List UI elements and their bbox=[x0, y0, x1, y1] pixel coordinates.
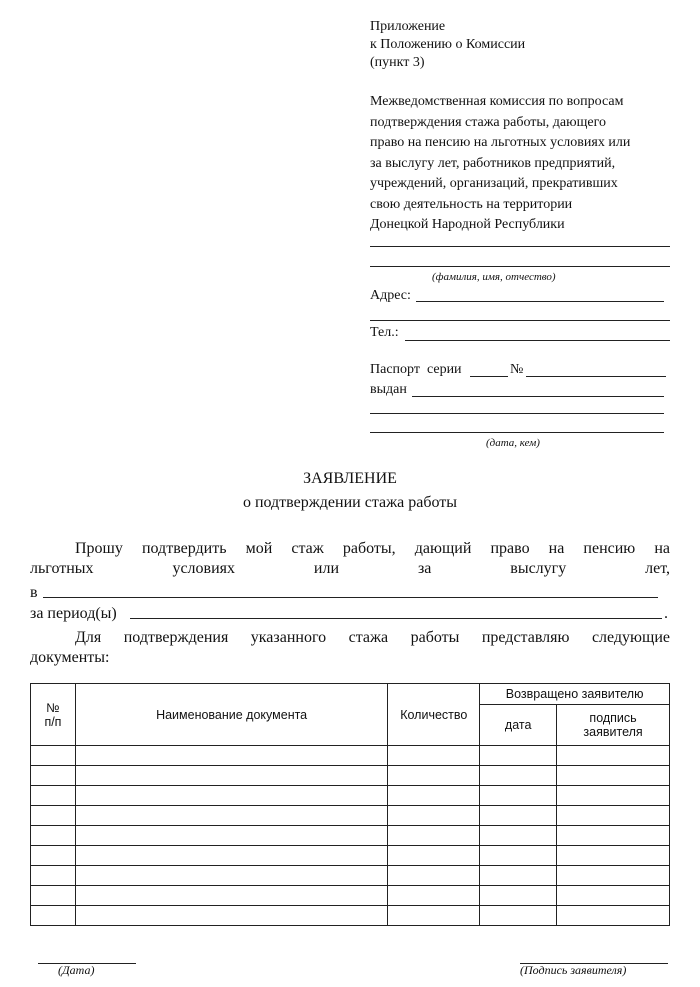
table-cell[interactable] bbox=[388, 846, 480, 866]
addressee-line: свою деятельность на территории bbox=[370, 196, 573, 212]
signature-caption: (Подпись заявителя) bbox=[520, 963, 627, 977]
table-cell[interactable] bbox=[388, 806, 480, 826]
appendix-clause: (пункт 3) bbox=[370, 55, 425, 70]
passport-number-label: № bbox=[510, 362, 524, 377]
table-cell[interactable] bbox=[75, 846, 387, 866]
period-field-line[interactable] bbox=[130, 618, 662, 619]
table-cell[interactable] bbox=[557, 806, 670, 826]
address-field-line[interactable] bbox=[416, 301, 664, 302]
table-cell[interactable] bbox=[75, 906, 387, 926]
table-cell[interactable] bbox=[480, 866, 557, 886]
address-label: Адрес: bbox=[370, 288, 411, 303]
table-cell[interactable] bbox=[75, 766, 387, 786]
table-cell[interactable] bbox=[388, 746, 480, 766]
period-end: . bbox=[664, 605, 668, 622]
header-num-symbol: № bbox=[46, 700, 60, 715]
addressee-line: учреждений, организаций, прекративших bbox=[370, 176, 618, 191]
passport-number-field[interactable] bbox=[526, 376, 666, 377]
header-date: дата bbox=[480, 705, 557, 746]
table-row bbox=[31, 806, 670, 826]
table-cell[interactable] bbox=[557, 866, 670, 886]
request-text-line-2 bbox=[30, 560, 670, 578]
table-cell[interactable] bbox=[31, 866, 76, 886]
table-cell[interactable] bbox=[480, 766, 557, 786]
table-cell[interactable] bbox=[480, 846, 557, 866]
table-cell[interactable] bbox=[388, 826, 480, 846]
table-cell[interactable] bbox=[75, 886, 387, 906]
addressee-line: подтверждения стажа работы, дающего bbox=[370, 114, 606, 130]
word: выслугу bbox=[510, 560, 567, 577]
appendix-label: Приложение bbox=[370, 19, 446, 34]
word: за bbox=[417, 560, 432, 577]
documents-text-line-2: документы: bbox=[30, 649, 110, 666]
word: условиях bbox=[172, 560, 236, 577]
passport-series-label: Паспорт серии bbox=[370, 362, 462, 377]
table-row bbox=[31, 826, 670, 846]
table-cell[interactable] bbox=[388, 766, 480, 786]
fio-field-line-2[interactable] bbox=[370, 266, 670, 267]
header-quantity: Количество bbox=[388, 684, 480, 746]
table-row bbox=[31, 746, 670, 766]
address-field-line-2[interactable] bbox=[370, 320, 670, 321]
addressee-line: Донецкой Народной Республики bbox=[370, 217, 565, 232]
appendix-regulation: к Положению о Комиссии bbox=[370, 37, 526, 52]
table-cell[interactable] bbox=[388, 866, 480, 886]
addressee-block bbox=[370, 92, 680, 236]
table-cell[interactable] bbox=[31, 746, 76, 766]
fio-caption: (фамилия, имя, отчество) bbox=[432, 271, 556, 283]
table-cell[interactable] bbox=[31, 806, 76, 826]
issued-field-line-3[interactable] bbox=[370, 432, 664, 433]
documents-table bbox=[30, 683, 670, 926]
table-cell[interactable] bbox=[557, 766, 670, 786]
table-cell[interactable] bbox=[388, 886, 480, 906]
header-num-abbr: п/п bbox=[44, 714, 62, 729]
issued-caption: (дата, кем) bbox=[486, 437, 540, 449]
addressee-line: Межведомственная комиссия по вопросам bbox=[370, 94, 624, 109]
header-returned: Возвращено заявителю bbox=[480, 684, 670, 705]
date-caption: (Дата) bbox=[58, 963, 95, 977]
table-cell[interactable] bbox=[557, 906, 670, 926]
table-cell[interactable] bbox=[31, 906, 76, 926]
header-num bbox=[31, 684, 76, 746]
table-cell[interactable] bbox=[480, 826, 557, 846]
phone-field-line[interactable] bbox=[405, 340, 670, 341]
fio-field-line-1[interactable] bbox=[370, 246, 670, 247]
table-cell[interactable] bbox=[480, 906, 557, 926]
phone-label: Тел.: bbox=[370, 325, 399, 340]
table-cell[interactable] bbox=[557, 846, 670, 866]
table-cell[interactable] bbox=[75, 866, 387, 886]
table-cell[interactable] bbox=[388, 906, 480, 926]
organization-field-line[interactable] bbox=[43, 597, 658, 598]
table-cell[interactable] bbox=[31, 886, 76, 906]
table-cell[interactable] bbox=[557, 826, 670, 846]
addressee-line: за выслугу лет, работников предприятий, bbox=[370, 155, 616, 171]
addressee-line: право на пенсию на льготных условиях или bbox=[370, 135, 631, 150]
table-cell[interactable] bbox=[388, 786, 480, 806]
table-cell[interactable] bbox=[557, 746, 670, 766]
table-row bbox=[31, 866, 670, 886]
document-subtitle: о подтверждении стажа работы bbox=[242, 494, 458, 511]
document-title: ЗАЯВЛЕНИЕ bbox=[303, 470, 397, 487]
table-row bbox=[31, 846, 670, 866]
table-cell[interactable] bbox=[75, 826, 387, 846]
table-cell[interactable] bbox=[480, 886, 557, 906]
header-document-name: Наименование документа bbox=[75, 684, 387, 746]
word: лет, bbox=[645, 560, 670, 577]
period-label: за период(ы) bbox=[30, 605, 117, 622]
table-row bbox=[31, 886, 670, 906]
documents-text-line-1: Для подтверждения указанного стажа работы представляю следующие bbox=[75, 629, 670, 646]
table-cell[interactable] bbox=[75, 806, 387, 826]
table-cell[interactable] bbox=[480, 786, 557, 806]
passport-series-field[interactable] bbox=[470, 376, 508, 377]
word: или bbox=[313, 560, 340, 577]
header-signature-line-2: заявителя bbox=[583, 725, 643, 739]
table-cell[interactable] bbox=[31, 786, 76, 806]
table-cell[interactable] bbox=[75, 746, 387, 766]
table-cell[interactable] bbox=[557, 886, 670, 906]
word: льготных bbox=[30, 560, 94, 577]
request-text-line-1: Прошу подтвердить мой стаж работы, дающий право на пенсию на bbox=[75, 540, 670, 557]
table-cell[interactable] bbox=[75, 786, 387, 806]
issued-field-line-1[interactable] bbox=[412, 396, 664, 397]
in-label: в bbox=[30, 584, 38, 601]
table-cell[interactable] bbox=[31, 846, 76, 866]
issued-label: выдан bbox=[370, 382, 407, 397]
table-row bbox=[31, 766, 670, 786]
table-cell[interactable] bbox=[31, 766, 76, 786]
table-row bbox=[31, 786, 670, 806]
table-row bbox=[31, 906, 670, 926]
table-cell[interactable] bbox=[31, 826, 76, 846]
header-signature-line-1: подпись bbox=[589, 711, 637, 725]
table-cell[interactable] bbox=[557, 786, 670, 806]
table-cell[interactable] bbox=[480, 806, 557, 826]
issued-field-line-2[interactable] bbox=[370, 413, 664, 414]
header-signature bbox=[557, 705, 670, 746]
table-cell[interactable] bbox=[480, 746, 557, 766]
